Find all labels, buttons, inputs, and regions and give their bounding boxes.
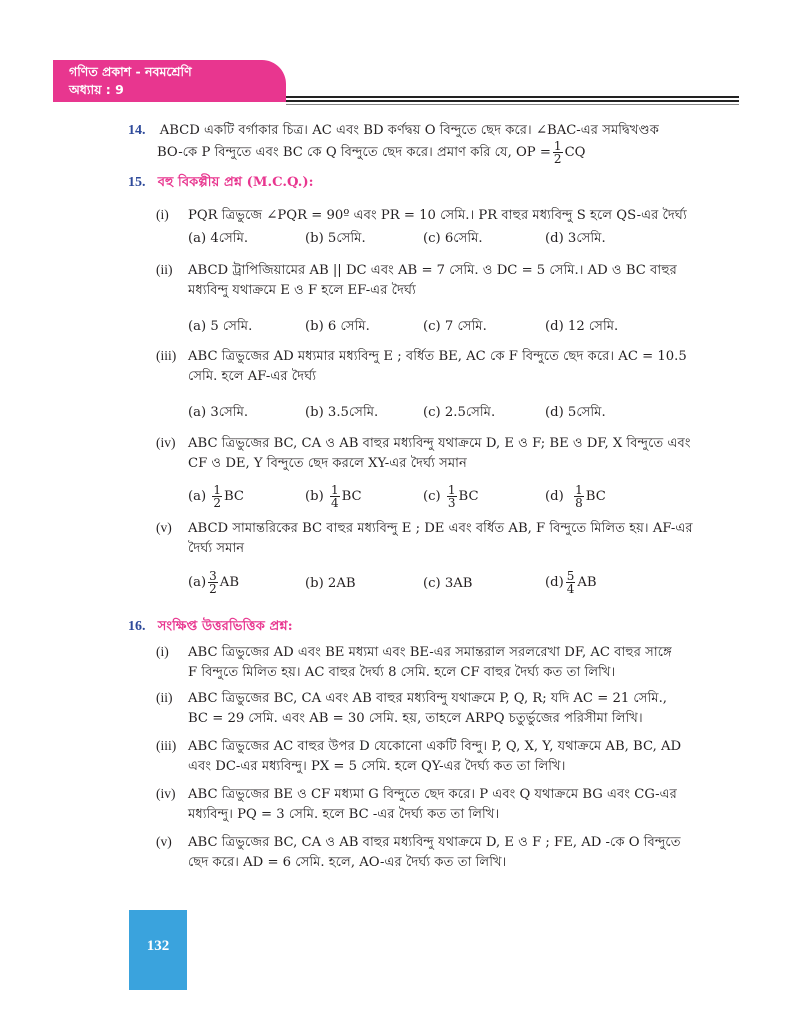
item-label: (v) <box>156 520 172 535</box>
item-text: ABCD ট্রাপিজিয়ামের AB || DC এবং AB = 7 সেমি. ও DC = 5 সেমি.। AD ও BC বাহুর <box>188 263 677 278</box>
section-16-heading <box>128 617 293 637</box>
item-label: (iv) <box>156 786 176 801</box>
option-c: (c) 6সেমি. <box>423 231 483 246</box>
question-14-line2 <box>157 140 585 165</box>
option-c: (c) $\frac{1}{3}$ BC <box>423 483 479 510</box>
item-text: F বিন্দুতে মিলিত হয়। AC বাহুর দৈর্ঘ্য 8 সেমি. হলে CF বাহুর দৈর্ঘ্য কত তা লিখি। <box>188 665 616 680</box>
item-text: ABC ত্রিভুজের BC, CA এবং AB বাহুর মধ্যবিন্দু যথাক্রমে P, Q, R; যদি AC = 21 সেমি., <box>188 691 667 706</box>
item-text: ABC ত্রিভুজের AD এবং BE মধ্যমা এবং BE-এর সমান্তরাল সরলরেখা DF, AC বাহুর সাঙ্গে <box>188 645 672 660</box>
fraction: $\frac{1}{2}$ <box>553 139 562 166</box>
page-number: 132 <box>146 938 170 954</box>
book-title: গণিত প্রকাশ - নবমশ্রেণি <box>69 64 192 79</box>
section-number: 15. <box>128 175 146 190</box>
section-15-heading <box>128 173 314 193</box>
question-number: 14. <box>128 123 146 138</box>
option-c: (c) 7 সেমি. <box>423 319 487 334</box>
item-text: দৈর্ঘ্য সমান <box>188 541 245 556</box>
section-number: 16. <box>128 619 146 634</box>
option-d: (d) $\frac{5}{4}$ AB <box>545 569 597 596</box>
option-a: (a) $\frac{3}{2}$ AB <box>188 569 240 596</box>
item-label: (ii) <box>156 262 173 277</box>
option-a: (a) 3সেমি. <box>188 405 249 420</box>
option-b: (b) 2AB <box>305 576 356 591</box>
item-text: ABCD সামান্তরিকের BC বাহুর মধ্যবিন্দু E ; DE এবং বর্ধিত AB, F বিন্দুতে মিলিত হয়। AF-এর <box>188 521 693 536</box>
question-14 <box>128 121 659 141</box>
item-label: (iii) <box>156 738 177 753</box>
item-label: (iv) <box>156 435 176 450</box>
option-c: (c) 3AB <box>423 576 473 591</box>
item-label: (i) <box>156 644 169 659</box>
option-b: (b) 3.5সেমি. <box>305 405 379 420</box>
question-text: ABCD একটি বর্গাকার চিত্র। AC এবং BD কর্ণদ্বয় O বিন্দুতে ছেদ করে। ∠BAC-এর সমদ্বিখণ্ডক <box>159 123 659 138</box>
item-text: ABC ত্রিভুজের BC, CA ও AB বাহুর মধ্যবিন্দু যথাক্রমে D, E ও F; BE ও DF, X বিন্দুতে এবং <box>188 436 691 451</box>
option-d: (d) 5সেমি. <box>545 405 606 420</box>
question-text: BO-কে P বিন্দুতে এবং BC কে Q বিন্দুতে ছেদ করে। প্রমাণ করি যে, OP = <box>157 145 551 160</box>
page-number-box <box>129 910 187 990</box>
item-text: ABC ত্রিভুজের AC বাহুর উপর D যেকোনো একটি বিন্দু। P, Q, X, Y, যথাক্রমে AB, BC, AD <box>188 739 682 754</box>
header-rule <box>286 104 739 105</box>
option-d: (d) 3সেমি. <box>545 231 606 246</box>
item-label: (iii) <box>156 348 177 363</box>
item-text: মধ্যবিন্দু যথাক্রমে E ও F হলে EF-এর দৈর্ঘ্য <box>188 283 416 298</box>
option-b: (b) $\frac{1}{4}$ BC <box>305 483 362 510</box>
item-label: (v) <box>156 834 172 849</box>
chapter-label: অধ্যায় : 9 <box>69 82 124 97</box>
option-a: (a) $\frac{1}{2}$ BC <box>188 483 245 510</box>
item-text: BC = 29 সেমি. এবং AB = 30 সেমি. হয়, তাহলে ARPQ চতুর্ভুজের পরিসীমা লিখি। <box>188 711 643 726</box>
item-text: সেমি. হলে AF-এর দৈর্ঘ্য <box>188 369 317 384</box>
item-text: ABC ত্রিভুজের BE ও CF মধ্যমা G বিন্দুতে ছেদ করে। P এবং Q যথাক্রমে BG এবং CG-এর <box>188 787 677 802</box>
item-label: (ii) <box>156 690 173 705</box>
question-text: CQ <box>564 145 586 160</box>
item-text: ছেদ করে। AD = 6 সেমি. হলে, AO-এর দৈর্ঘ্য কত তা লিখি। <box>188 855 507 870</box>
option-a: (a) 4সেমি. <box>188 231 249 246</box>
item-text: ABC ত্রিভুজের BC, CA ও AB বাহুর মধ্যবিন্দু যথাক্রমে D, E ও F ; FE, AD -কে O বিন্দুতে <box>188 835 681 850</box>
item-text: এবং DC-এর মধ্যবিন্দু। PX = 5 সেমি. হলে QY-এর দৈর্ঘ্য কত তা লিখি। <box>188 759 566 774</box>
option-d: (d) $\frac{1}{8}$ BC <box>545 483 606 510</box>
item-text: PQR ত্রিভুজে ∠PQR = 90º এবং PR = 10 সেমি.। PR বাহুর মধ্যবিন্দু S হলে QS-এর দৈর্ঘ্য <box>188 208 687 223</box>
section-title: সংক্ষিপ্ত উত্তরভিত্তিক প্রশ্ন: <box>157 619 293 634</box>
item-label: (i) <box>156 207 169 222</box>
header-tab <box>53 60 286 102</box>
section-title: বহু বিকল্পীয় প্রশ্ন (M.C.Q.): <box>157 175 314 190</box>
item-text: মধ্যবিন্দু। PQ = 3 সেমি. হলে BC -এর দৈর্ঘ্য কত তা লিখি। <box>188 807 500 822</box>
option-c: (c) 2.5সেমি. <box>423 405 496 420</box>
option-d: (d) 12 সেমি. <box>545 319 619 334</box>
header-rule <box>286 100 739 102</box>
header-rule <box>286 96 739 98</box>
option-b: (b) 5সেমি. <box>305 231 366 246</box>
item-text: ABC ত্রিভুজের AD মধ্যমার মধ্যবিন্দু E ; বর্ধিত BE, AC কে F বিন্দুতে ছেদ করে। AC = 10.5 <box>188 349 687 364</box>
option-b: (b) 6 সেমি. <box>305 319 370 334</box>
option-a: (a) 5 সেমি. <box>188 319 253 334</box>
item-text: CF ও DE, Y বিন্দুতে ছেদ করলে XY-এর দৈর্ঘ্য সমান <box>188 456 467 471</box>
